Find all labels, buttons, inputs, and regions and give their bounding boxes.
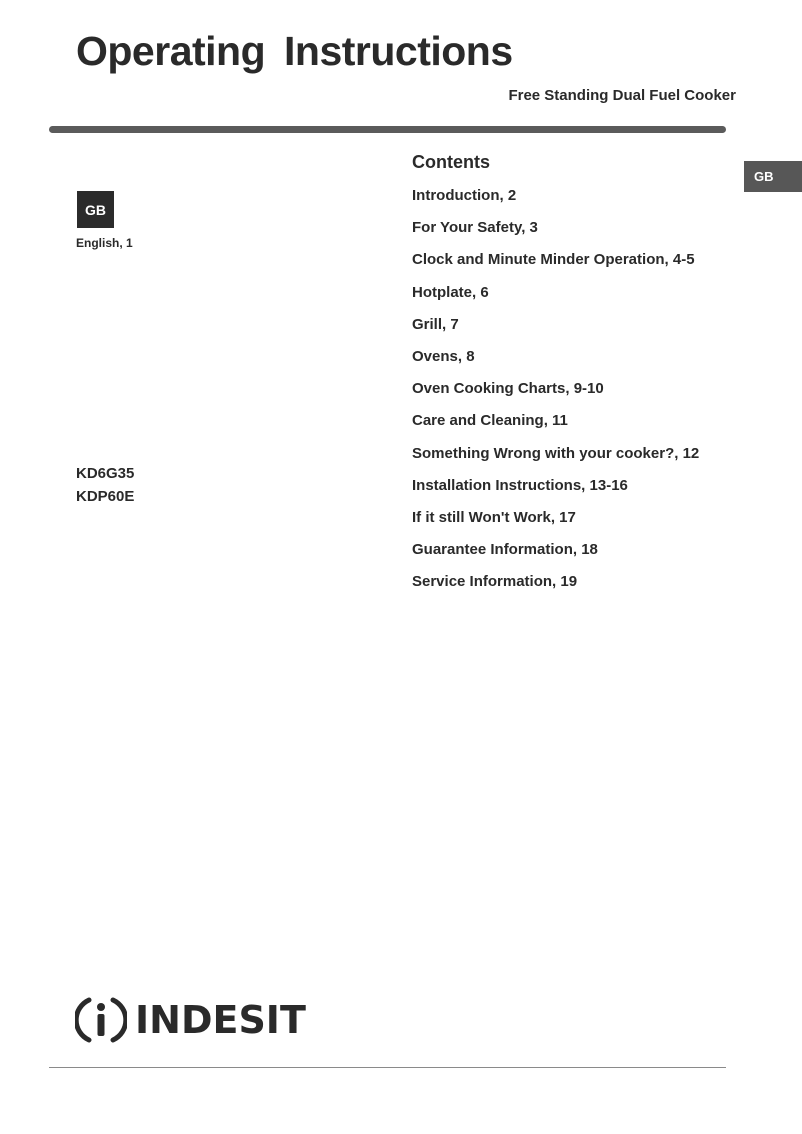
model-number: KD6G35 xyxy=(76,465,135,482)
header-divider xyxy=(49,126,726,133)
contents-heading: Contents xyxy=(412,152,490,172)
language-label: English, 1 xyxy=(76,236,133,250)
language-badge: GB xyxy=(77,191,114,228)
footer-divider xyxy=(49,1067,726,1068)
model-number: KDP60E xyxy=(76,488,135,505)
toc-item: Care and Cleaning, 11 xyxy=(412,412,568,430)
language-side-tab: GB xyxy=(744,161,802,192)
brand-name: INDESIT xyxy=(135,998,306,1042)
toc-item: Clock and Minute Minder Operation, 4-5 xyxy=(412,251,695,269)
model-list xyxy=(76,462,134,508)
toc-item: Grill, 7 xyxy=(412,315,459,333)
page-title: Operating Instructions xyxy=(76,28,513,74)
toc-item: Service Information, 19 xyxy=(412,573,578,591)
toc-item: Hotplate, 6 xyxy=(412,283,489,301)
toc-item: For Your Safety, 3 xyxy=(412,219,538,237)
table-of-contents xyxy=(412,184,772,602)
toc-item: If it still Won't Work, 17 xyxy=(412,508,576,526)
toc-item: Something Wrong with your cooker?, 12 xyxy=(412,444,700,462)
indesit-logo-icon xyxy=(75,994,127,1046)
toc-item: Installation Instructions, 13-16 xyxy=(412,476,628,494)
toc-item: Oven Cooking Charts, 9-10 xyxy=(412,380,604,398)
document-subtitle: Free Standing Dual Fuel Cooker xyxy=(508,87,736,104)
toc-item: Introduction, 2 xyxy=(412,187,517,204)
toc-item: Ovens, 8 xyxy=(412,347,475,365)
toc-item: Guarantee Information, 18 xyxy=(412,541,598,559)
brand-logo xyxy=(75,994,306,1046)
